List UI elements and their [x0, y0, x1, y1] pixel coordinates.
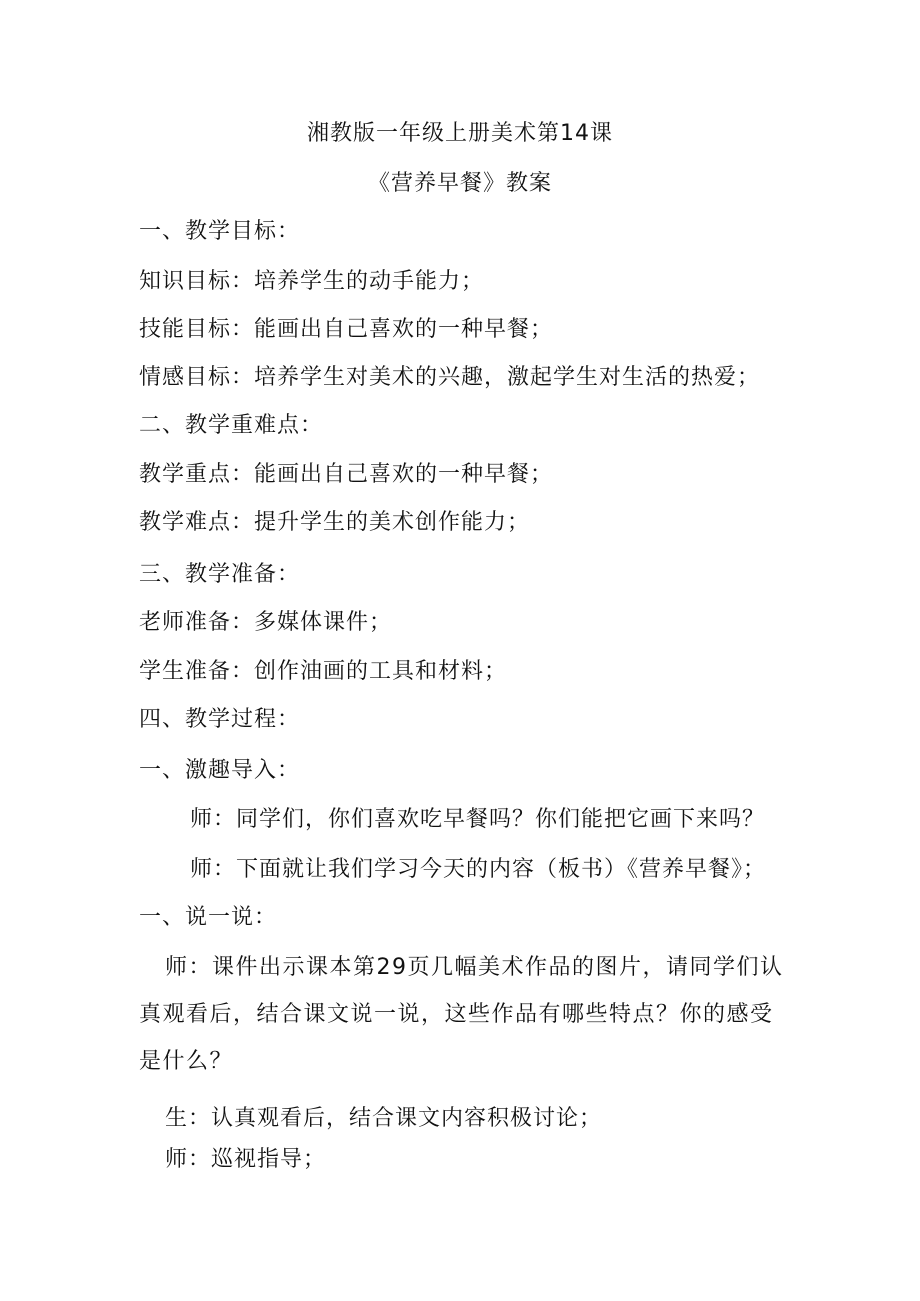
dialogue-line-teacher-question: 师：同学们，你们喜欢吃早餐吗？你们能把它画下来吗？	[190, 807, 766, 832]
text-line-emotion-goal: 情感目标：培养学生对美术的兴趣，激起学生对生活的热爱；	[139, 365, 761, 390]
dialogue-line-student-response: 生：认真观看后，结合课文内容积极讨论；	[165, 1106, 603, 1131]
document-title: 湘教版一年级上册美术第14课	[307, 121, 613, 146]
section-heading-process: 四、教学过程：	[139, 707, 301, 732]
dialogue-line-teacher-topic: 师：下面就让我们学习今天的内容（板书）《营养早餐》；	[190, 857, 767, 882]
section-heading-objectives: 一、教学目标：	[139, 219, 301, 244]
document-subtitle: 《营养早餐》教案	[367, 171, 552, 196]
text-line-key-point: 教学重点：能画出自己喜欢的一种早餐；	[139, 462, 554, 487]
section-heading-preparation: 三、教学准备：	[139, 562, 301, 587]
subheading-introduction: 一、激趣导入：	[139, 758, 301, 783]
text-line-skill-goal: 技能目标：能画出自己喜欢的一种早餐；	[139, 317, 554, 342]
subheading-discussion: 一、说一说：	[139, 905, 278, 930]
text-line-difficult-point: 教学难点：提升学生的美术创作能力；	[139, 510, 531, 535]
paragraph-teacher-instruction: 师：课件出示课本第29页几幅美术作品的图片，请同学们认真观看后，结合课文说一说，这些作品有哪些特点？你的感受是什么？	[139, 955, 784, 1074]
dialogue-line-teacher-guidance: 师：巡视指导；	[165, 1147, 327, 1172]
section-heading-key-points: 二、教学重难点：	[139, 413, 324, 438]
text-line-teacher-preparation: 老师准备：多媒体课件；	[139, 610, 393, 635]
text-line-knowledge-goal: 知识目标：培养学生的动手能力；	[139, 269, 485, 294]
text-line-student-preparation: 学生准备：创作油画的工具和材料；	[139, 659, 508, 684]
